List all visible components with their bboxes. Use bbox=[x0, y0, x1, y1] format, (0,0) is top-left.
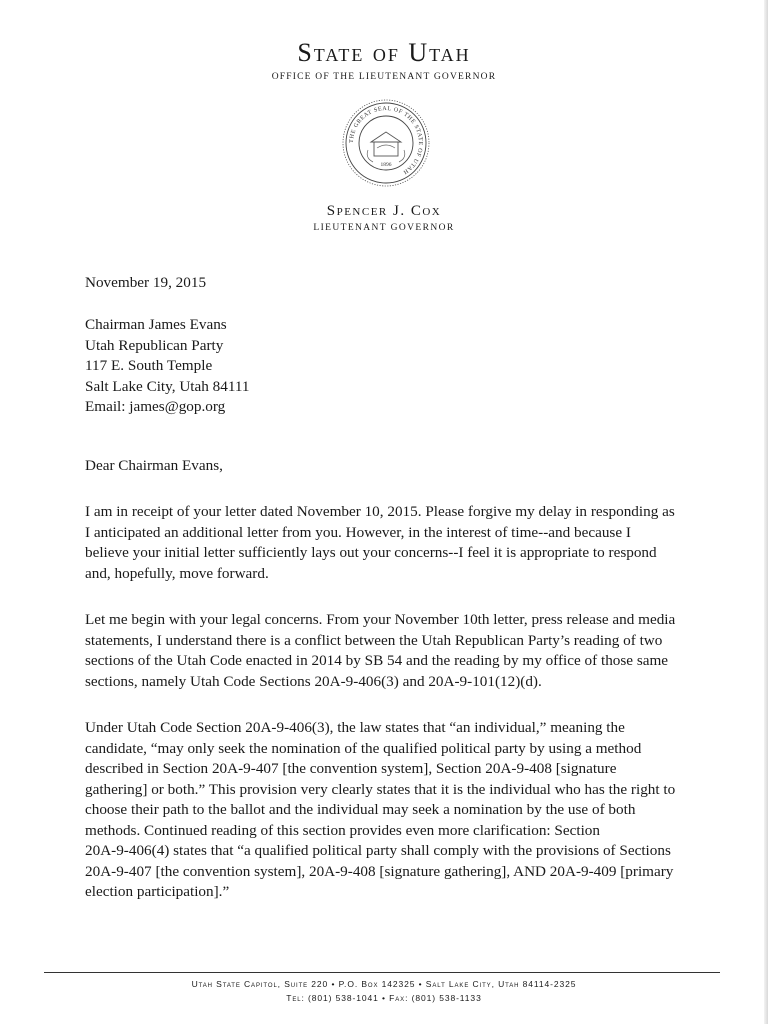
paragraph-3 bbox=[85, 718, 685, 903]
paragraph-line: methods. Continued reading of this section provides even more clarification: Section bbox=[85, 821, 600, 839]
paragraph-line: described in Section 20A-9-407 [the convention system], Section 20A-9-408 [signature bbox=[85, 760, 617, 777]
paragraph-line: sections, namely Utah Code Sections 20A-9-406(3) and 20A-9-101(12)(d). bbox=[85, 672, 542, 690]
footer-divider bbox=[44, 972, 720, 973]
state-seal-icon bbox=[341, 98, 431, 188]
address-line: Salt Lake City, Utah 84111 bbox=[85, 377, 250, 395]
paragraph-2 bbox=[85, 610, 685, 692]
paragraph-line: sections of the Utah Code enacted in 2014 by SB 54 and the reading by my office of those same bbox=[85, 652, 669, 669]
salutation: Dear Chairman Evans, bbox=[85, 457, 223, 474]
footer-address: Utah State Capitol, Suite 220 • P.O. Box 142325 • Salt Lake City, Utah 84114-2325 bbox=[191, 979, 577, 989]
footer-phone-fax: Tel: (801) 538-1041 • Fax: (801) 538-1133 bbox=[286, 993, 482, 1003]
paragraph-line: I anticipated an additional letter from you. However, in the interest of time--and because I bbox=[85, 523, 631, 541]
paragraph-line: candidate, “may only seek the nomination of the qualified political party by using a method bbox=[85, 739, 642, 757]
paragraph-line: and, hopefully, move forward. bbox=[85, 564, 269, 582]
letter-date: November 19, 2015 bbox=[85, 274, 207, 291]
seal-year: 1896 bbox=[380, 162, 392, 168]
scan-edge bbox=[764, 0, 768, 1024]
paragraph-line: 20A-9-406(4) states that “a qualified political party shall comply with the provisions of Sections bbox=[85, 842, 671, 859]
paragraph-line: believe your initial letter sufficiently lays out your concerns--I feel it is appropriate to respond bbox=[85, 544, 657, 561]
letterhead-office: OFFICE OF THE LIEUTENANT GOVERNOR bbox=[271, 72, 497, 82]
paragraph-1 bbox=[85, 502, 685, 584]
letterhead-role: LIEUTENANT GOVERNOR bbox=[313, 223, 455, 233]
paragraph-line: Let me begin with your legal concerns. From your November 10th letter, press release and media bbox=[85, 611, 676, 628]
address-line: Utah Republican Party bbox=[85, 336, 224, 354]
paragraph-line: statements, I understand there is a conflict between the Utah Republican Party’s reading of two bbox=[85, 631, 663, 649]
paragraph-line: I am in receipt of your letter dated November 10, 2015. Please forgive my delay in responding as bbox=[85, 503, 675, 520]
address-line: Email: james@gop.org bbox=[85, 398, 226, 415]
paragraph-line: election participation].” bbox=[85, 883, 230, 900]
paragraph-line: choose their path to the ballot and the individual may seek a nomination by the use of both bbox=[85, 801, 636, 818]
address-line: 117 E. South Temple bbox=[85, 357, 213, 374]
paragraph-line: 20A-9-407 [the convention system], 20A-9-408 [signature gathering], AND 20A-9-409 [primary bbox=[85, 862, 674, 880]
seal-lettering: THE GREAT SEAL OF THE STATE OF UTAH bbox=[348, 105, 424, 175]
letterhead-name: Spencer J. Cox bbox=[326, 203, 442, 219]
recipient-address bbox=[85, 315, 685, 418]
paragraph-line: gathering] or both.” This provision very clearly states that it is the individual who has the right to bbox=[85, 780, 676, 798]
letterhead-state: State of Utah bbox=[297, 38, 471, 67]
address-line: Chairman James Evans bbox=[85, 316, 227, 333]
paragraph-line: Under Utah Code Section 20A-9-406(3), the law states that “an individual,” meaning the bbox=[85, 719, 625, 736]
